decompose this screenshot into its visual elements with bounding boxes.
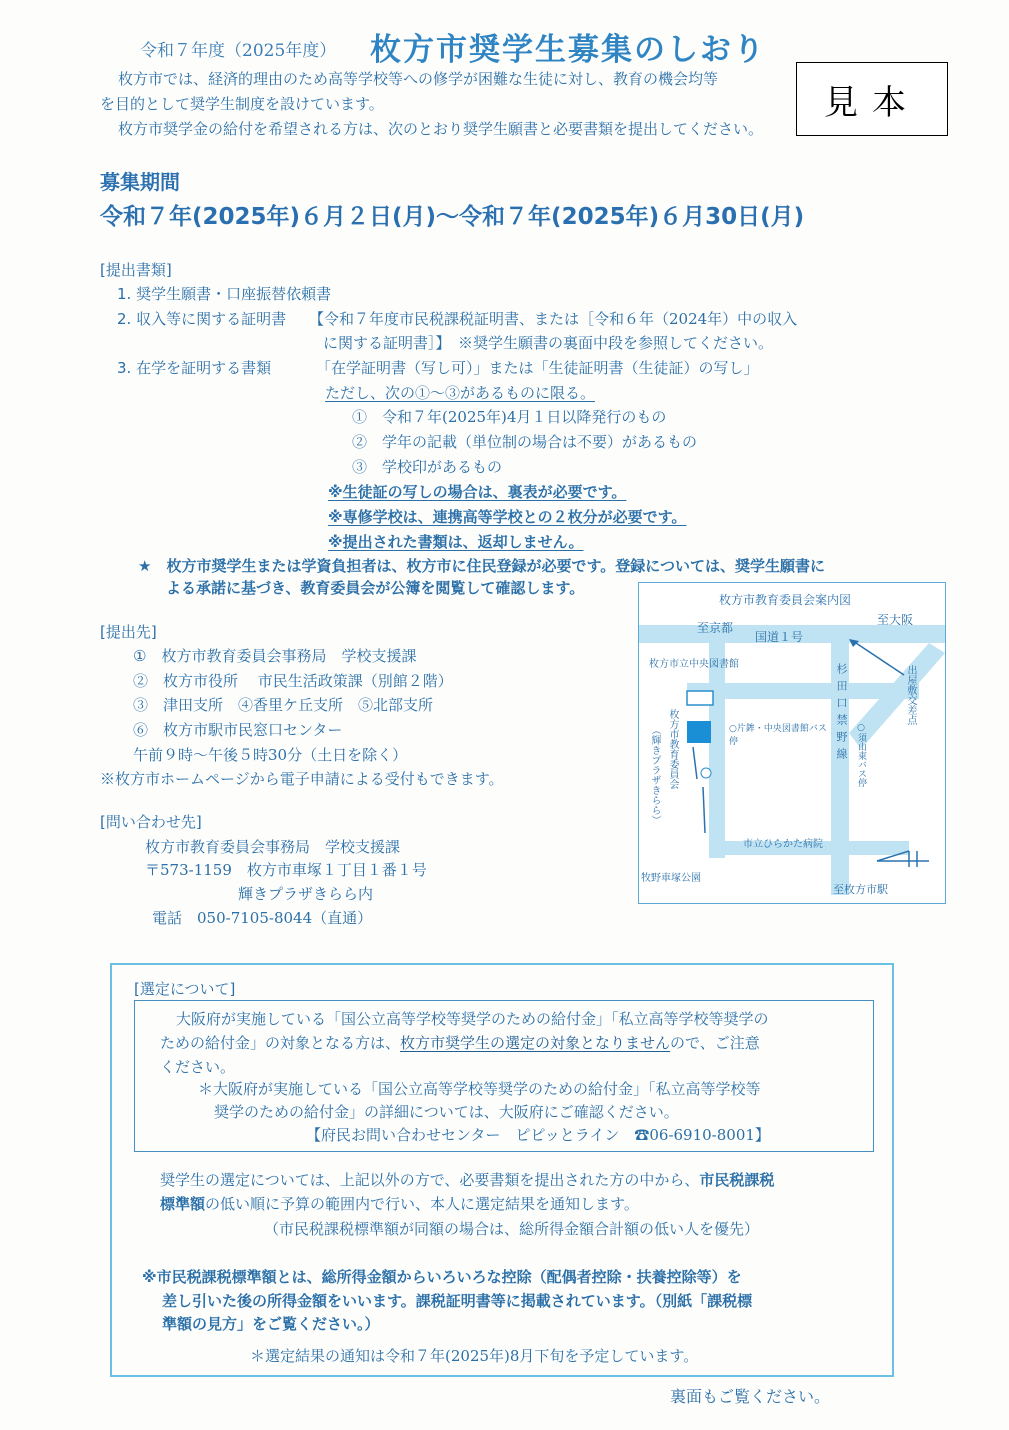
selection-body-2a: 標準額 xyxy=(160,1195,206,1213)
intro-line-1: 枚方市では、経済的理由のため高等学校等への修学が困難な生徒に対し、教育の機会均等 xyxy=(118,70,719,88)
sample-stamp: 見本 xyxy=(796,62,948,136)
residency-note-1: ★ 枚方市奨学生または学資負担者は、枚方市に住民登録が必要です。登録については、奨学生願書に xyxy=(138,557,825,575)
osaka-notice-2c: ので、ご注意 xyxy=(670,1034,760,1052)
map-to-kyoto: 至京都 xyxy=(697,621,734,635)
residency-note-2: よる承諾に基づき、教育委員会が公簿を閲覧して確認します。 xyxy=(166,579,585,597)
contact-heading: [問い合わせ先] xyxy=(100,813,202,831)
intro-line-3: 枚方市奨学金の給付を希望される方は、次のとおり奨学生願書と必要書類を提出してください。 xyxy=(118,120,764,138)
map-hospital: 市立ひらかた病院 xyxy=(743,839,823,850)
submission-online: ※枚方市ホームページから電子申請による受付もできます。 xyxy=(100,770,504,788)
submission-place-3: ③ 津田支所 ④香里ケ丘支所 ⑤北部支所 xyxy=(133,696,434,714)
contact-org: 枚方市教育委員会事務局 学校支援課 xyxy=(145,838,401,856)
doc-condition-2: ② 学年の記載（単位制の場合は不要）があるもの xyxy=(352,433,698,451)
map-kyoiku-2: （輝きプラザきらら） xyxy=(649,725,660,825)
documents-heading: [提出書類] xyxy=(100,261,172,279)
year-label: 令和７年度（2025年度） xyxy=(140,41,337,61)
doc-condition: ただし、次の①～③があるものに限る。 xyxy=(325,384,596,402)
doc-note-3: ※提出された書類は、返却しません。 xyxy=(328,533,584,551)
selection-heading: [選定について] xyxy=(134,980,236,998)
submission-hours: 午前９時～午後５時30分（土日を除く） xyxy=(133,746,408,764)
doc-item-2-text-1: 【令和７年度市民税課税証明書、または［令和６年（2024年）中の収入 xyxy=(309,310,798,328)
submission-place-2: ② 枚方市役所 市民生活政策課（別館２階） xyxy=(133,672,453,690)
selection-body-1b: 市民税課税 xyxy=(699,1171,775,1189)
submission-heading: [提出先] xyxy=(100,623,157,641)
map-title: 枚方市教育委員会案内図 xyxy=(719,593,852,607)
osaka-notice-1: 大阪府が実施している「国公立高等学校等奨学のための給付金」「私立高等学校等奨学の xyxy=(176,1010,769,1028)
tax-definition-3: 準額の見方」をご覧ください。） xyxy=(162,1315,380,1333)
map-to-osaka: 至大阪 xyxy=(877,613,914,627)
osaka-notice-2a: ための給付金」の対象となる方は、 xyxy=(160,1034,401,1052)
period-heading: 募集期間 xyxy=(100,170,180,194)
selection-body-1 xyxy=(160,1169,774,1190)
doc-note-1: ※生徒証の写しの場合は、裏表が必要です。 xyxy=(328,483,627,501)
map-library: 枚方市立中央図書館 xyxy=(649,659,739,670)
map-route-1: 国道１号 xyxy=(755,630,804,644)
selection-body-3: （市民税課税標準額が同額の場合は、総所得金額合計額の低い人を優先） xyxy=(264,1220,760,1238)
map-bus-1: ○片鉾・中央図書館バス停 xyxy=(729,724,827,747)
doc-note-2: ※専修学校は、連携高等学校との２枚分が必要です。 xyxy=(328,508,687,526)
osaka-contact: 【府民お問い合わせセンター ピピッとライン ☎06-6910-8001】 xyxy=(306,1126,770,1144)
map-deguchi: 出屋敷交差点 xyxy=(905,665,916,725)
deguchi-arrow xyxy=(853,641,904,675)
map-park: 牧野車塚公園 xyxy=(641,873,701,884)
map-bus-2: ○須山東バス停 xyxy=(856,723,866,787)
submission-place-4: ⑥ 枚方市駅市民窓口センター xyxy=(133,721,343,739)
contact-phone: 電話 050-7105-8044（直通） xyxy=(152,909,373,927)
selection-body-2 xyxy=(160,1193,639,1214)
doc-item-2-label: 2. 収入等に関する証明書 xyxy=(117,310,287,328)
tax-definition-2: 差し引いた後の所得金額をいいます。課税証明書等に掲載されています。（別紙「課税標 xyxy=(162,1292,753,1310)
doc-item-2-text-2: に関する証明書］】 ※奨学生願書の裏面中段を参照してください。 xyxy=(323,334,774,352)
period-dates: 令和７年(2025年)６月２日(月)～令和７年(2025年)６月30日(月) xyxy=(100,204,805,230)
contact-address-1: 〒573-1159 枚方市車塚１丁目１番１号 xyxy=(145,861,427,879)
doc-condition-1: ① 令和７年(2025年)4月１日以降発行のもの xyxy=(352,408,667,426)
doc-item-3-label: 3. 在学を証明する書類 xyxy=(117,359,272,377)
map-sugita: 杉田口禁野線 xyxy=(835,663,848,765)
intro-line-2: を目的として奨学生制度を設けています。 xyxy=(100,95,384,113)
submission-place-1: ① 枚方市教育委員会事務局 学校支援課 xyxy=(133,647,417,665)
guide-map xyxy=(638,582,946,904)
doc-item-1: 1. 奨学生願書・口座振替依頼書 xyxy=(117,285,332,303)
map-to-station: 至枚方市駅 xyxy=(833,883,888,896)
map-kyoiku-1: 枚方市教育委員会 xyxy=(667,709,678,789)
osaka-notice-4: ＊大阪府が実施している「国公立高等学校等奨学のための給付金」「私立高等学校等 xyxy=(198,1080,761,1098)
osaka-notice-2 xyxy=(160,1032,760,1053)
kyoiku-arrow xyxy=(693,747,697,779)
tax-definition-1: ※市民税課税標準額とは、総所得金額からいろいろな控除（配偶者控除・扶養控除等）を xyxy=(142,1268,742,1286)
result-schedule: ＊選定結果の通知は令和７年(2025年)8月下旬を予定しています。 xyxy=(250,1347,699,1365)
doc-item-3-text: 「在学証明書（写し可）」または「生徒証明書（生徒証）の写し」 xyxy=(316,359,759,377)
selection-body-2b: の低い順に予算の範囲内で行い、本人に選定結果を通知します。 xyxy=(205,1195,639,1213)
doc-condition-3: ③ 学校印があるもの xyxy=(352,458,503,476)
station-marker xyxy=(701,768,711,778)
side-road xyxy=(709,643,725,858)
osaka-notice-5: 奨学のための給付金」の詳細については、大阪府にご確認ください。 xyxy=(214,1103,679,1121)
kyoiku-building xyxy=(687,721,711,743)
park-arrow xyxy=(703,787,705,833)
osaka-notice-3: ください。 xyxy=(160,1058,236,1076)
library-building xyxy=(687,691,713,705)
page-title: 枚方市奨学生募集のしおり xyxy=(370,32,766,68)
selection-body-1a: 奨学生の選定については、上記以外の方で、必要書類を提出された方の中から、 xyxy=(160,1171,700,1189)
osaka-notice-2b: 枚方市奨学生の選定の対象となりません xyxy=(400,1034,671,1052)
contact-address-2: 輝きプラザきらら内 xyxy=(238,885,374,903)
back-page-note: 裏面もご覧ください。 xyxy=(670,1387,831,1406)
